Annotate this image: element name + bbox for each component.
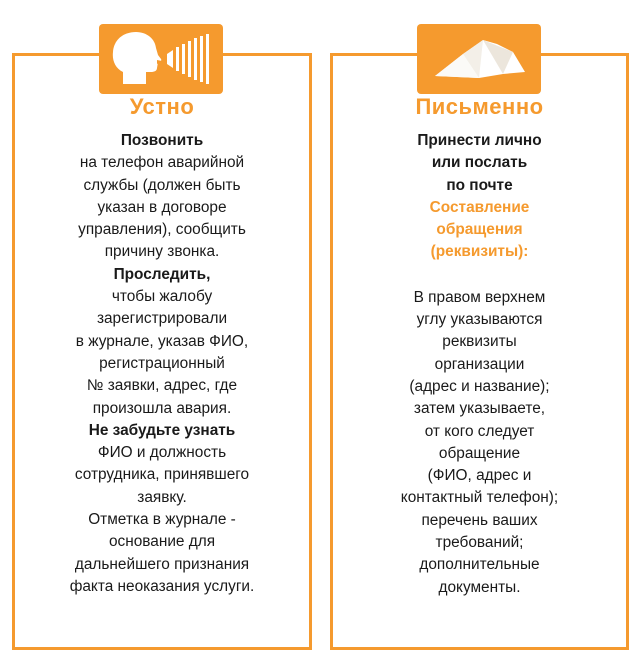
oral-text-line: управления), сообщить — [78, 221, 246, 239]
oral-text-line: № заявки, адрес, где — [86, 377, 238, 395]
oral-text-line: на телефон аварийной — [79, 154, 245, 172]
oral-text-line: основание для — [108, 533, 216, 551]
written-text-line: от кого следует — [424, 422, 535, 440]
written-text-line: углу указываются — [416, 311, 543, 329]
oral-card-title: Устно — [129, 94, 195, 119]
written-text-line: затем указываете, — [413, 400, 546, 418]
written-text-line: (реквизиты): — [430, 243, 529, 261]
speaking-head-icon — [99, 24, 223, 94]
written-text-line: обращения — [436, 221, 523, 239]
oral-text-line: причину звонка. — [104, 243, 220, 261]
oral-text-line: службы (должен быть — [83, 176, 241, 194]
written-text-line: перечень ваших — [421, 511, 538, 529]
oral-text-line: произошла авария. — [92, 399, 232, 417]
paper-airplane-icon — [417, 24, 541, 94]
written-complaint-card — [330, 53, 629, 650]
written-text-line: В правом верхнем — [413, 288, 546, 306]
oral-text-line: в журнале, указав ФИО, — [75, 332, 249, 350]
oral-text-line: факта неоказания услуги. — [69, 577, 255, 595]
oral-text-line: Отметка в журнале - — [88, 511, 236, 529]
written-text-line: реквизиты — [442, 333, 517, 351]
oral-text-line: регистрационный — [99, 354, 225, 372]
written-card-title: Письменно — [415, 94, 544, 119]
oral-complaint-card — [12, 53, 312, 650]
written-text-line: по почте — [446, 176, 513, 194]
written-text-line: контактный телефон); — [400, 489, 559, 507]
oral-text-line: зарегистрировали — [96, 310, 228, 328]
oral-text-line: дальнейшего признания — [74, 555, 250, 573]
oral-text-line: Проследить, — [113, 265, 211, 283]
oral-text-line: заявку. — [137, 488, 187, 506]
oral-text-line: Позвонить — [120, 132, 204, 149]
written-text-line: обращение — [438, 444, 521, 462]
written-text-line: требований; — [435, 534, 524, 552]
written-card-text — [337, 130, 622, 599]
written-spacer — [337, 264, 622, 287]
written-text-line: организации — [434, 355, 525, 373]
written-text-line: Составление — [429, 198, 530, 216]
oral-text-line: указан в договоре — [97, 198, 227, 216]
oral-text-line: Не забудьте узнать — [88, 421, 236, 439]
written-text-line: Принести лично — [417, 132, 542, 149]
written-text-line: документы. — [438, 578, 521, 596]
written-text-line: (адрес и название); — [409, 377, 550, 395]
written-text-line: или послать — [431, 154, 528, 172]
written-text-line: (ФИО, адрес и — [427, 467, 532, 485]
written-text-line: дополнительные — [419, 556, 540, 574]
oral-text-line: ФИО и должность — [97, 444, 227, 462]
oral-text-line: чтобы жалобу — [111, 288, 213, 306]
oral-text-line: сотрудника, принявшего — [74, 466, 250, 484]
oral-card-text — [19, 130, 305, 598]
